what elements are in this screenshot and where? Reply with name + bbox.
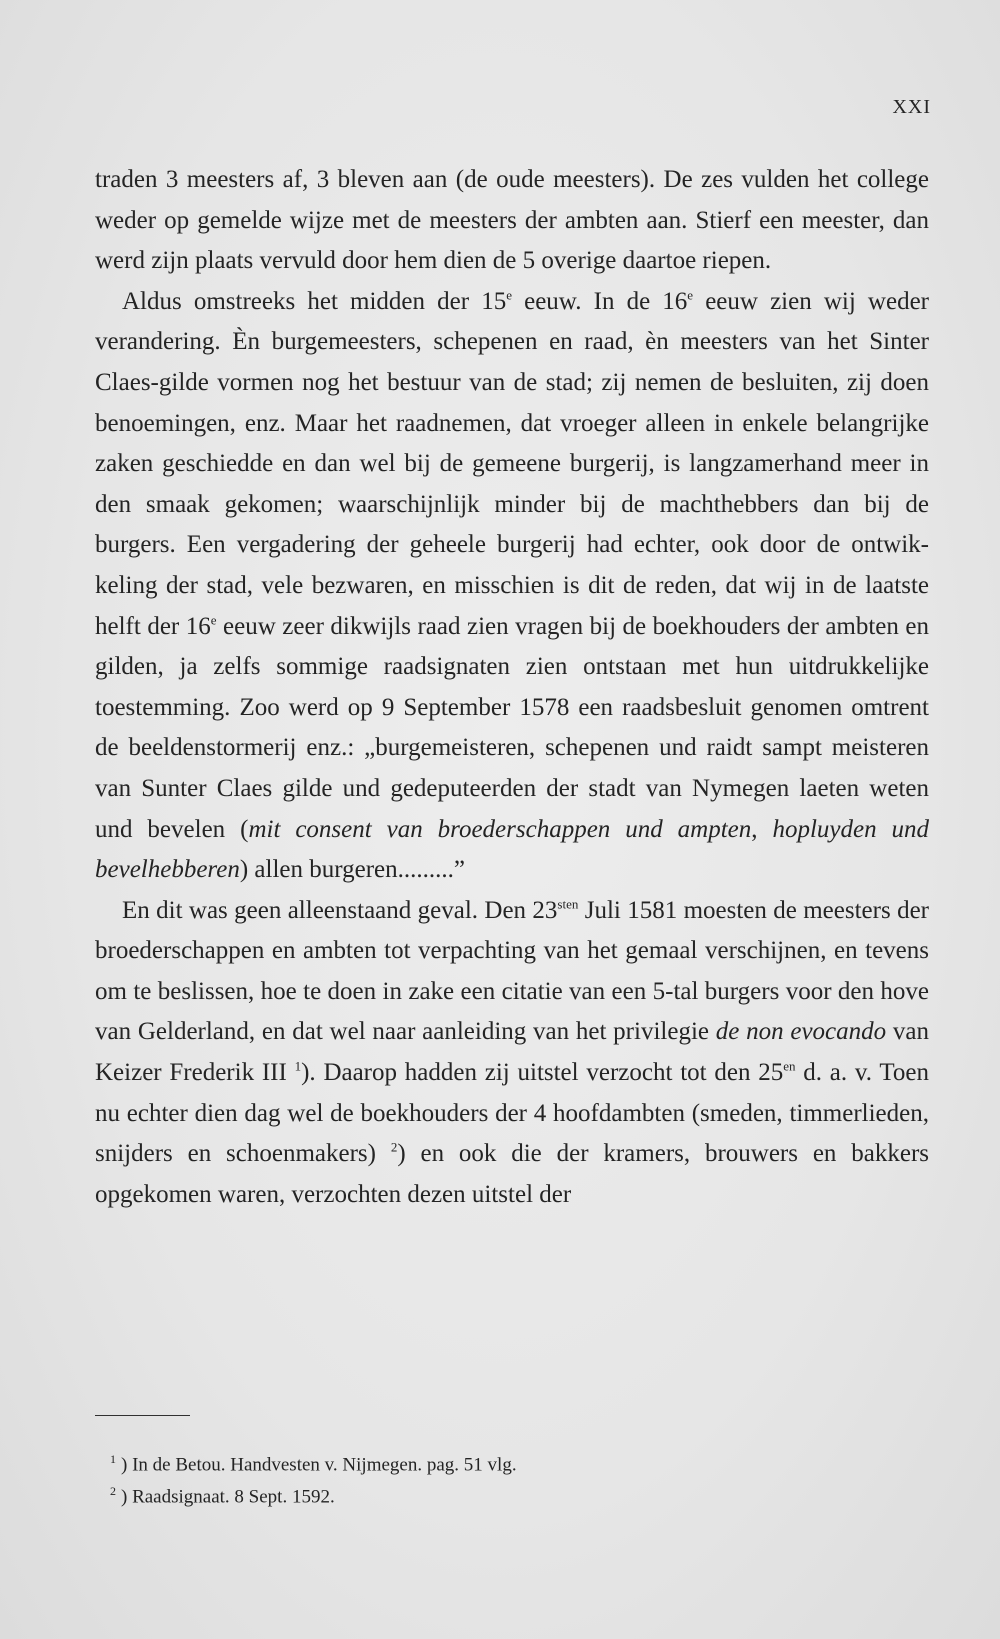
footnote-divider bbox=[95, 1415, 190, 1416]
paragraph-3-text-d: ). Daarop hadden zij uitstel verzocht tot den 25 bbox=[301, 1059, 784, 1087]
italic-term: de non evocando bbox=[715, 1018, 887, 1046]
paragraph-3-text-b: Juli 1581 moesten de meesters der broederschappen en ambten tot verpachting van het gemaal verschijnen, en tevens om te beslissen, hoe te doen in zake een citatie van een 5-tal burgers voor den hove van Gelderland, en dat wel naar aanleiding van het privilegie bbox=[95, 896, 929, 1046]
paragraph-2-text-b: eeuw. In de 16 bbox=[511, 287, 688, 315]
footnote-ref-1[interactable]: 1 bbox=[294, 1058, 302, 1074]
paragraph-3-text-a: En dit was geen alleenstaand geval. Den 23 bbox=[122, 896, 558, 924]
paragraph-3-text-c: van Keizer Frederik III bbox=[95, 1018, 929, 1087]
italic-quote: hopluyden und bevelhebberen bbox=[95, 815, 930, 884]
superscript: en bbox=[783, 1058, 796, 1074]
paragraph-1-text: traden 3 meesters af, 3 bleven aan (de oude meesters). De zes vulden het college weder op gemelde wijze met de meesters der ambten aan. Stierf een meester, dan werd zijn plaats vervuld door hem dien de 5 overige daartoe riepen. bbox=[95, 166, 929, 275]
paragraph-2-text-c: eeuw zien wij weder verandering. Èn burgemeesters, schepenen en raad, èn meesters van het Sinter Claes-gilde vormen nog het bestuur van de stad; zij nemen de besluiten, zij doen benoemingen, enz. Maar het raadnemen, dat vroeger alleen in enkele belangrijke zaken geschiedde en dan wel bij de gemeene burgerij, is langzamerhand meer in den smaak gekomen; waarschijnlijk minder bij de machthebbers dan bij de burgers. Een vergadering der geheele burgerij had echter, ook door de ontwikkeling der stad, vele bezwaren, en misschien is dit de reden, dat wij in de laatste helft der 16 bbox=[95, 287, 929, 640]
footnote-2 bbox=[110, 1478, 710, 1510]
paragraph-2-text-a: Aldus omstreeks het midden der 15 bbox=[122, 287, 507, 315]
body-text bbox=[95, 160, 929, 1215]
superscript: sten bbox=[557, 896, 579, 912]
paragraph-2-text-f: ) allen burgeren.........” bbox=[239, 856, 465, 884]
footnote-text: ) In de Betou. Handvesten v. Nijmegen. pag. 51 vlg. bbox=[121, 1454, 517, 1476]
footnote-text: ) Raadsignaat. 8 Sept. 1592. bbox=[121, 1486, 335, 1508]
paragraph-2 bbox=[95, 282, 929, 891]
italic-quote: mit consent van broederschappen und ampten bbox=[248, 815, 752, 843]
paragraph-3-text-e: d. a. v. Toen nu echter dien dag wel de boekhouders der 4 hoofdambten (smeden, timmerlieden, snijders en schoenmakers) bbox=[95, 1059, 929, 1168]
paragraph-2-text-d: eeuw zeer dikwijls raad zien vragen bij de boekhouders der ambten en gilden, ja zelfs sommige raadsignaten zien ontstaan met hun uitdrukkelijke toestemming. Zoo werd op 9 September 1578 een raadsbesluit genomen omtrent de beeldenstormerij enz.: „burgemeisteren, schepenen und raidt sampt meisteren van Sunter Claes gilde und gedeputeerden der stadt van Nymegen laeten weten und bevelen ( bbox=[95, 612, 930, 843]
footnote-mark: 1 bbox=[110, 1452, 116, 1466]
footnotes bbox=[110, 1446, 710, 1511]
paragraph-2-text-e: , bbox=[751, 815, 773, 843]
paragraph-1 bbox=[95, 160, 929, 282]
superscript: e bbox=[506, 287, 512, 303]
superscript: e bbox=[210, 612, 217, 628]
paragraph-3 bbox=[95, 891, 929, 1216]
paragraph-3-text-f: ) en ook die der kramers, brouwers en bakkers opgekomen waren, verzochten dezen uitstel der bbox=[95, 1140, 929, 1208]
superscript: e bbox=[687, 287, 694, 303]
footnote-mark: 2 bbox=[110, 1484, 116, 1499]
footnote-1 bbox=[110, 1446, 710, 1478]
footnote-ref-2[interactable]: 2 bbox=[390, 1139, 398, 1155]
page-number: XXI bbox=[892, 96, 931, 118]
